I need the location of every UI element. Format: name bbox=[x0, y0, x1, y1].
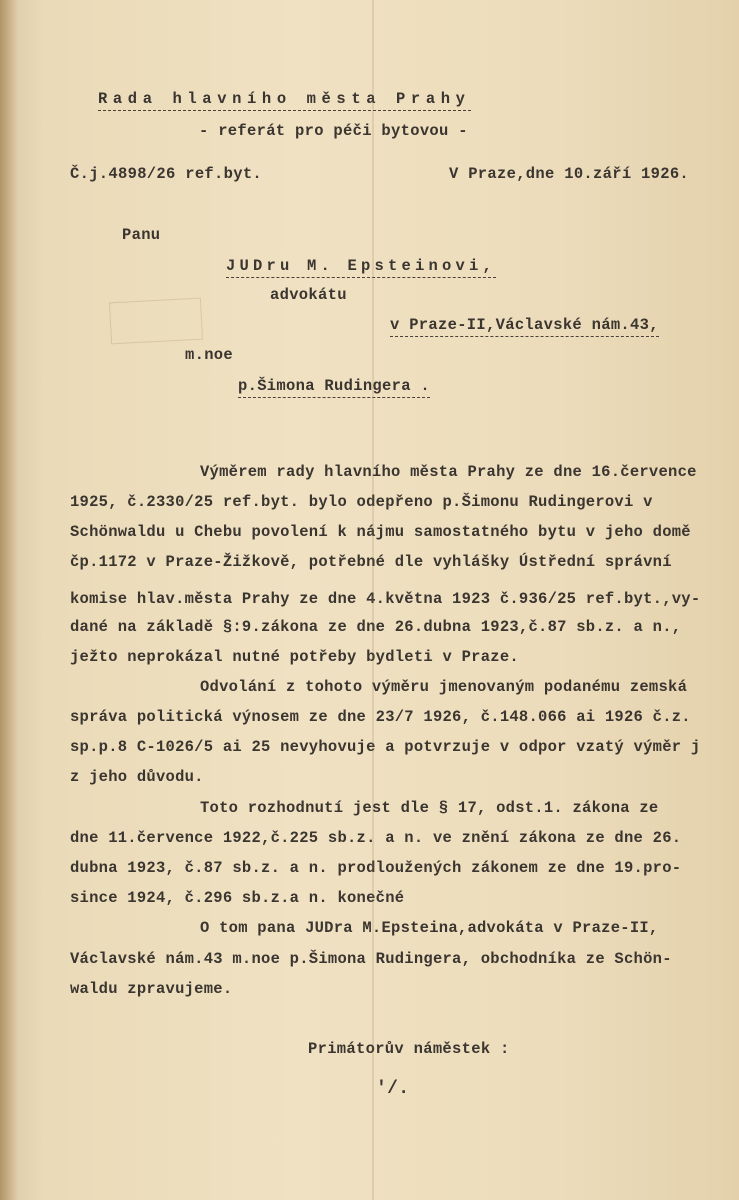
body-line: Václavské nám.43 m.noe p.Šimona Rudingera, obchodníka ze Schön- bbox=[70, 950, 672, 968]
salutation: Panu bbox=[122, 226, 161, 244]
body-line: komise hlav.města Prahy ze dne 4.května 1923 č.936/25 ref.byt.,vy- bbox=[70, 590, 701, 608]
body-line: Výměrem rady hlavního města Prahy ze dne 16.července bbox=[200, 463, 697, 481]
body-line: čp.1172 v Praze-Žižkově, potřebné dle vyhlášky Ústřední správní bbox=[70, 553, 672, 571]
body-line: dubna 1923, č.87 sb.z. a n. prodloužených zákonem ze dne 19.pro- bbox=[70, 859, 682, 877]
client-name: p.Šimona Rudingera . bbox=[238, 377, 430, 398]
addressee-name: JUDru M. Epsteinovi, bbox=[226, 257, 496, 278]
place-date: V Praze,dne 10.září 1926. bbox=[449, 165, 690, 183]
body-line: dané na základě §:9.zákona ze dne 26.dubna 1923,č.87 sb.z. a n., bbox=[70, 618, 682, 636]
body-line: 1925, č.2330/25 ref.byt. bylo odepřeno p.Šimonu Rudingerovi v bbox=[70, 493, 653, 511]
body-line: dne 11.července 1922,č.225 sb.z. a n. ve znění zákona ze dne 26. bbox=[70, 829, 682, 847]
body-line: Toto rozhodnutí jest dle § 17, odst.1. zákona ze bbox=[200, 799, 659, 817]
body-line: waldu zpravujeme. bbox=[70, 980, 233, 998]
body-line: ježto neprokázal nutné potřeby bydleti v Praze. bbox=[70, 648, 519, 666]
body-line: správa politická výnosem ze dne 23/7 1926, č.148.066 ai 1926 č.z. bbox=[70, 708, 691, 726]
body-line: since 1924, č.296 sb.z.a n. konečné bbox=[70, 889, 405, 907]
faded-stamp-mark bbox=[109, 298, 203, 345]
reference-number: Č.j.4898/26 ref.byt. bbox=[70, 165, 263, 183]
body-line: Schönwaldu u Chebu povolení k nájmu samostatného bytu v jeho domě bbox=[70, 523, 691, 541]
body-line: O tom pana JUDra M.Epsteina,advokáta v Praze-II, bbox=[200, 919, 659, 937]
body-line: sp.p.8 C-1026/5 ai 25 nevyhovuje a potvrzuje v odpor vzatý výměr j bbox=[70, 738, 701, 756]
authority-heading: Rada hlavního města Prahy bbox=[98, 90, 471, 111]
on-behalf-label: m.noe bbox=[185, 346, 234, 364]
signature-title: Primátorův náměstek : bbox=[308, 1040, 510, 1058]
body-line: z jeho důvodu. bbox=[70, 768, 204, 786]
addressee-address: v Praze-II,Václavské nám.43, bbox=[390, 316, 659, 337]
body-line: Odvolání z tohoto výměru jmenovaným podanému zemská bbox=[200, 678, 688, 696]
addressee-role: advokátu bbox=[270, 286, 347, 304]
signature-mark: '/. bbox=[376, 1079, 410, 1099]
department-subheading: - referát pro péči bytovou - bbox=[199, 122, 468, 140]
